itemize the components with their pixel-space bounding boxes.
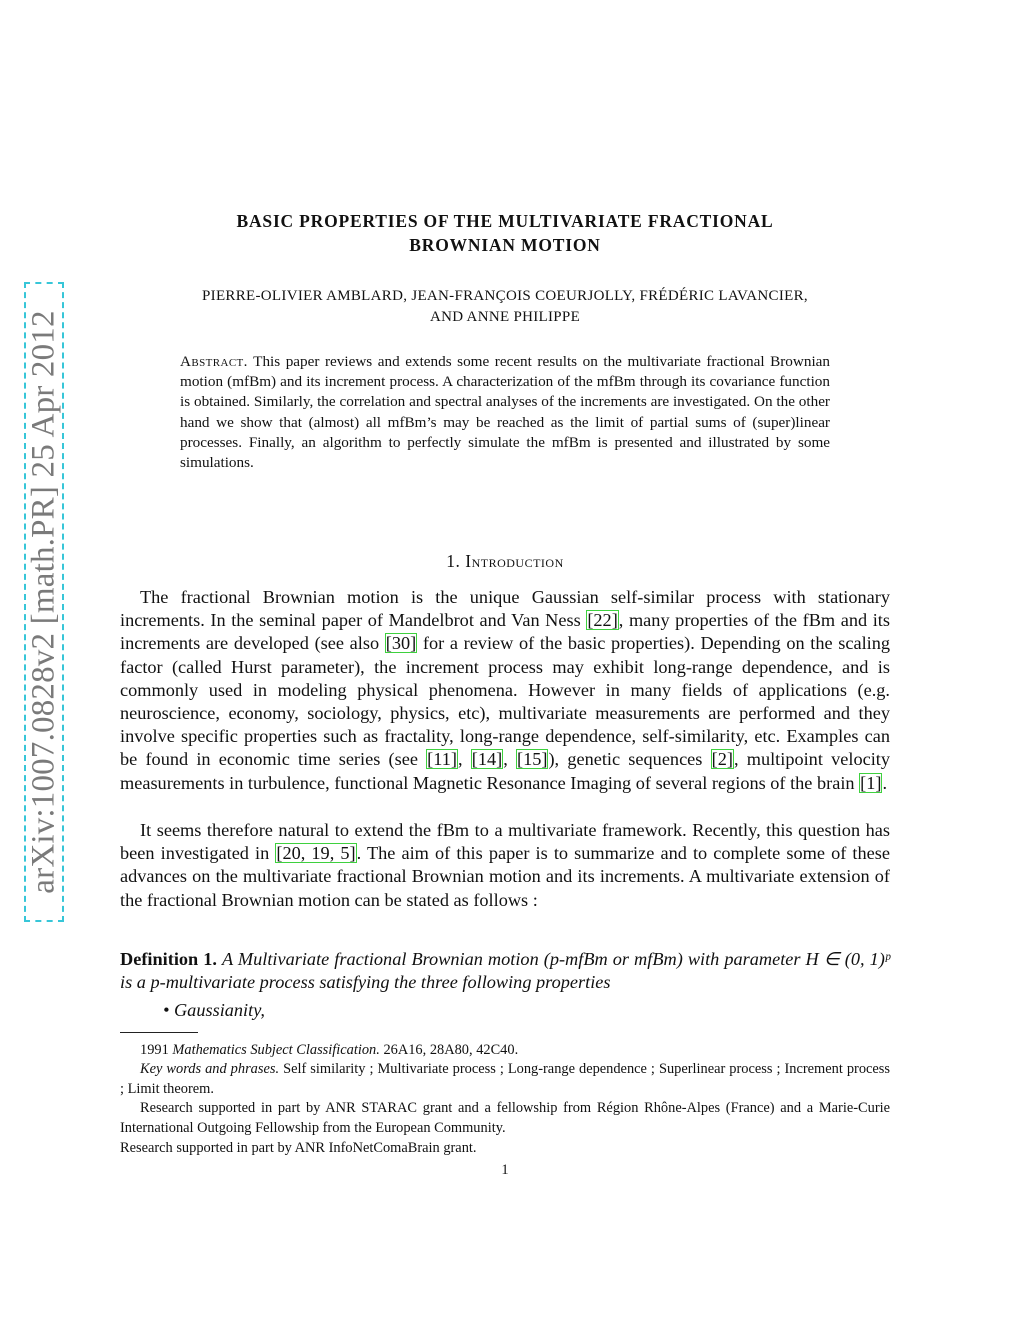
definition-label: Definition 1. [120,949,217,969]
citation-link[interactable]: [20, 19, 5] [276,843,356,864]
citation-link[interactable]: [30] [385,633,417,654]
text: ), genetic sequences [548,749,711,770]
citation-link[interactable]: [11] [427,749,457,770]
definition-text: A Multivariate fractional Brownian motion (p-mfBm or mfBm) with parameter H ∈ (0, 1)ᵖ is a p-multivariate process satisfying the three following properties [120,949,890,993]
footnote-support-1: Research supported in part by ANR STARAC grant and a fellowship from Région Rhône-Alpes (France) and a Marie-Curie International Outgoing Fellowship from the European Community. [120,1100,890,1136]
keywords-text: Self similarity ; Multivariate process ; Long-range dependence ; Superlinear process ; Increment process ; Limit theorem. [120,1061,891,1097]
authors-line-2: AND ANNE PHILIPPE [429,309,581,325]
paper-title [120,209,890,257]
bullet-text: Gaussianity, [173,1000,265,1020]
citation-link[interactable]: [22] [587,610,618,631]
intro-paragraph-1 [120,586,890,795]
text: for a review of the basic properties). Depending on the scaling factor (called Hurst parameter), the increment process may exhibit long-range dependence, and is commonly used in modeling physical phenomena. However in many fields of applications (e.g. neuroscience, economy, sociology, physics, etc), multivariate measurements are performed and they involve specific properties such as fractality, long-range dependence, self-similarity, etc. Examples can be found in economic time series (see [120,633,891,770]
msc-label: Mathematics Subject Classification. [172,1042,380,1058]
footnote-keywords [120,1060,890,1100]
page-number: 1 [501,1162,509,1178]
title-line-1: BASIC PROPERTIES OF THE MULTIVARIATE FRACTIONAL [236,211,774,231]
authors [120,286,890,328]
citation-link[interactable]: [1] [860,772,882,793]
authors-line-1: PIERRE-OLIVIER AMBLARD, JEAN-FRANÇOIS COEURJOLLY, FRÉDÉRIC LAVANCIER, [202,288,808,304]
title-line-2: BROWNIAN MOTION [409,235,601,255]
intro-paragraph-2 [120,819,890,912]
citation-link[interactable]: [2] [711,749,733,770]
abstract [180,352,830,473]
citation-link[interactable]: [14] [471,749,503,770]
footnote-support-2: Research supported in part by ANR InfoNetComaBrain grant. [120,1140,477,1156]
footnote-rule [120,1032,198,1033]
section-heading: 1. Introduction [446,551,564,571]
abstract-label: Abstract. [180,353,248,370]
msc-codes: 26A16, 28A80, 42C40. [383,1042,519,1058]
arxiv-id: arXiv:1007.0828v2 [math.PR] 25 Apr 2012 [25,310,62,894]
arxiv-stamp[interactable] [24,282,64,922]
text: , [457,749,471,770]
keywords-label: Key words and phrases. [140,1061,280,1077]
citation-link[interactable]: [15] [516,749,548,770]
text: , many properties of the fBm and its increments are developed (see also [120,610,890,654]
text: The fractional Brownian motion is the unique Gaussian self-similar process with stationary increments. In the seminal paper of Mandelbrot and Van Ness [120,587,890,631]
text: , [503,749,516,770]
text: . The aim of this paper is to summarize and to complete some of these advances on the multivariate fractional Brownian motion and its increments. A multivariate extension of the fractional Brownian motion can be stated as follows : [120,843,890,910]
footnote-msc [120,1041,890,1061]
text: . [882,772,888,793]
msc-year: 1991 [140,1042,169,1058]
text: , multipoint velocity measurements in turbulence, functional Magnetic Resonance Imaging of several regions of the brain [120,749,890,793]
definition-1 [120,948,890,994]
text: It seems therefore natural to extend the fBm to a multivariate framework. Recently, this question has been investigated in [120,820,890,864]
definition-bullet: • Gaussianity, [163,1000,265,1020]
abstract-text: This paper reviews and extends some recent results on the multivariate fractional Brownian motion (mfBm) and its increment process. A characterization of the mfBm through its covariance function is obtained. Similarly, the correlation and spectral analyses of the increments are investigated. On the other hand we show that (almost) all mfBm’s may be reached as the limit of partial sums of (super)linear processes. Finally, an algorithm to perfectly simulate the mfBm is presented and illustrated by some simulations. [180,353,830,472]
